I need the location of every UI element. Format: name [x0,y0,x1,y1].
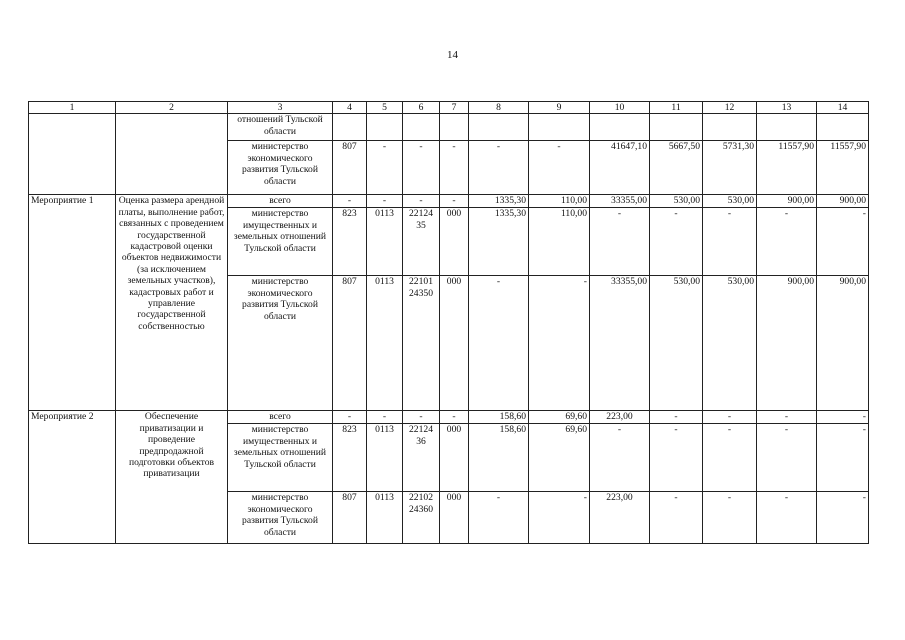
executor-cell: министерство экономического развития Тульской области [228,276,333,411]
col-header: 5 [367,102,403,114]
value-cell: - [590,208,650,276]
value-cell: - [469,276,529,411]
value-cell: 69,60 [529,424,590,492]
value-cell: 69,60 [529,411,590,424]
value-cell: 1335,30 [469,195,529,208]
value-cell: 223,00 [590,492,650,544]
value-cell: - [703,208,757,276]
value-cell: 900,00 [817,195,869,208]
col-header: 14 [817,102,869,114]
activity-description: Обеспечение приватизации и проведение предпродажной подготовки объектов приватизации [116,411,228,544]
value-cell: - [440,411,469,424]
value-cell: 900,00 [757,276,817,411]
col-header: 6 [403,102,440,114]
value-cell: 807 [333,492,367,544]
page-number: 14 [447,49,458,61]
value-cell: - [817,424,869,492]
value-cell: - [757,424,817,492]
value-cell: 158,60 [469,411,529,424]
value-cell: - [367,411,403,424]
value-cell: 1335,30 [469,208,529,276]
value-cell: 000 [440,424,469,492]
value-cell: 0113 [367,208,403,276]
value-cell: - [650,424,703,492]
value-cell: 807 [333,141,367,195]
value-cell: - [650,208,703,276]
activity-label: Мероприятие 2 [29,411,116,544]
value-cell: 158,60 [469,424,529,492]
value-cell: - [440,195,469,208]
col-header: 12 [703,102,757,114]
executor-cell: отношений Тульской области [228,114,333,141]
value-cell: 5731,30 [703,141,757,195]
value-cell: 110,00 [529,208,590,276]
table-row [29,411,869,424]
value-cell: 11557,90 [817,141,869,195]
table-row [29,114,869,141]
col-header: 11 [650,102,703,114]
value-cell: 33355,00 [590,276,650,411]
executor-cell: министерство имущественных и земельных отношений Тульской области [228,424,333,492]
value-cell: 000 [440,492,469,544]
value-cell: 110,00 [529,195,590,208]
executor-cell: министерство экономического развития Тульской области [228,492,333,544]
value-cell: 22124 36 [403,424,440,492]
value-cell: - [333,195,367,208]
value-cell: - [817,208,869,276]
value-cell: 000 [440,276,469,411]
activity-label: Мероприятие 1 [29,195,116,411]
budget-table [28,101,869,544]
value-cell: 900,00 [757,195,817,208]
executor-cell: министерство экономического развития Тульской области [228,141,333,195]
empty-cell [29,114,116,195]
value-cell: 11557,90 [757,141,817,195]
value-cell: - [650,492,703,544]
value-cell: 0113 [367,424,403,492]
header-row [29,102,869,114]
value-cell: - [703,492,757,544]
value-cell: - [469,492,529,544]
col-header: 4 [333,102,367,114]
col-header: 10 [590,102,650,114]
col-header: 8 [469,102,529,114]
value-cell: 530,00 [650,276,703,411]
col-header: 3 [228,102,333,114]
value-cell: 223,00 [590,411,650,424]
value-cell: - [469,141,529,195]
value-cell: 0113 [367,276,403,411]
value-cell: - [529,276,590,411]
table-row [29,195,869,208]
value-cell: 5667,50 [650,141,703,195]
value-cell: 22101 24350 [403,276,440,411]
col-header: 2 [116,102,228,114]
value-cell: - [817,411,869,424]
col-header: 9 [529,102,590,114]
value-cell: - [590,424,650,492]
col-header: 13 [757,102,817,114]
value-cell: 22124 35 [403,208,440,276]
value-cell: 22102 24360 [403,492,440,544]
empty-cell [116,114,228,195]
value-cell: - [650,411,703,424]
value-cell: 530,00 [703,276,757,411]
value-cell: - [367,141,403,195]
col-header: 1 [29,102,116,114]
value-cell: - [403,195,440,208]
value-cell: 823 [333,424,367,492]
value-cell: - [757,208,817,276]
value-cell: 33355,00 [590,195,650,208]
executor-cell: министерство имущественных и земельных отношений Тульской области [228,208,333,276]
value-cell: - [757,492,817,544]
value-cell: 530,00 [650,195,703,208]
value-cell: - [529,141,590,195]
value-cell: - [529,492,590,544]
col-header: 7 [440,102,469,114]
value-cell: - [403,141,440,195]
value-cell: - [440,141,469,195]
value-cell: 0113 [367,492,403,544]
value-cell: 41647,10 [590,141,650,195]
value-cell: - [367,195,403,208]
value-cell: - [333,411,367,424]
value-cell: - [703,424,757,492]
value-cell: - [403,411,440,424]
value-cell: 900,00 [817,276,869,411]
value-cell: 807 [333,276,367,411]
value-cell: 000 [440,208,469,276]
executor-cell: всего [228,411,333,424]
value-cell: - [703,411,757,424]
activity-description: Оценка размера арендной платы, выполнение работ, связанных с проведением государственной кадастровой оценки объектов недвижимости (за исключением земельных участков), кадастровых работ и управление государственной собственностью [116,195,228,411]
value-cell: - [757,411,817,424]
executor-cell: всего [228,195,333,208]
value-cell: - [817,492,869,544]
value-cell: 530,00 [703,195,757,208]
value-cell: 823 [333,208,367,276]
